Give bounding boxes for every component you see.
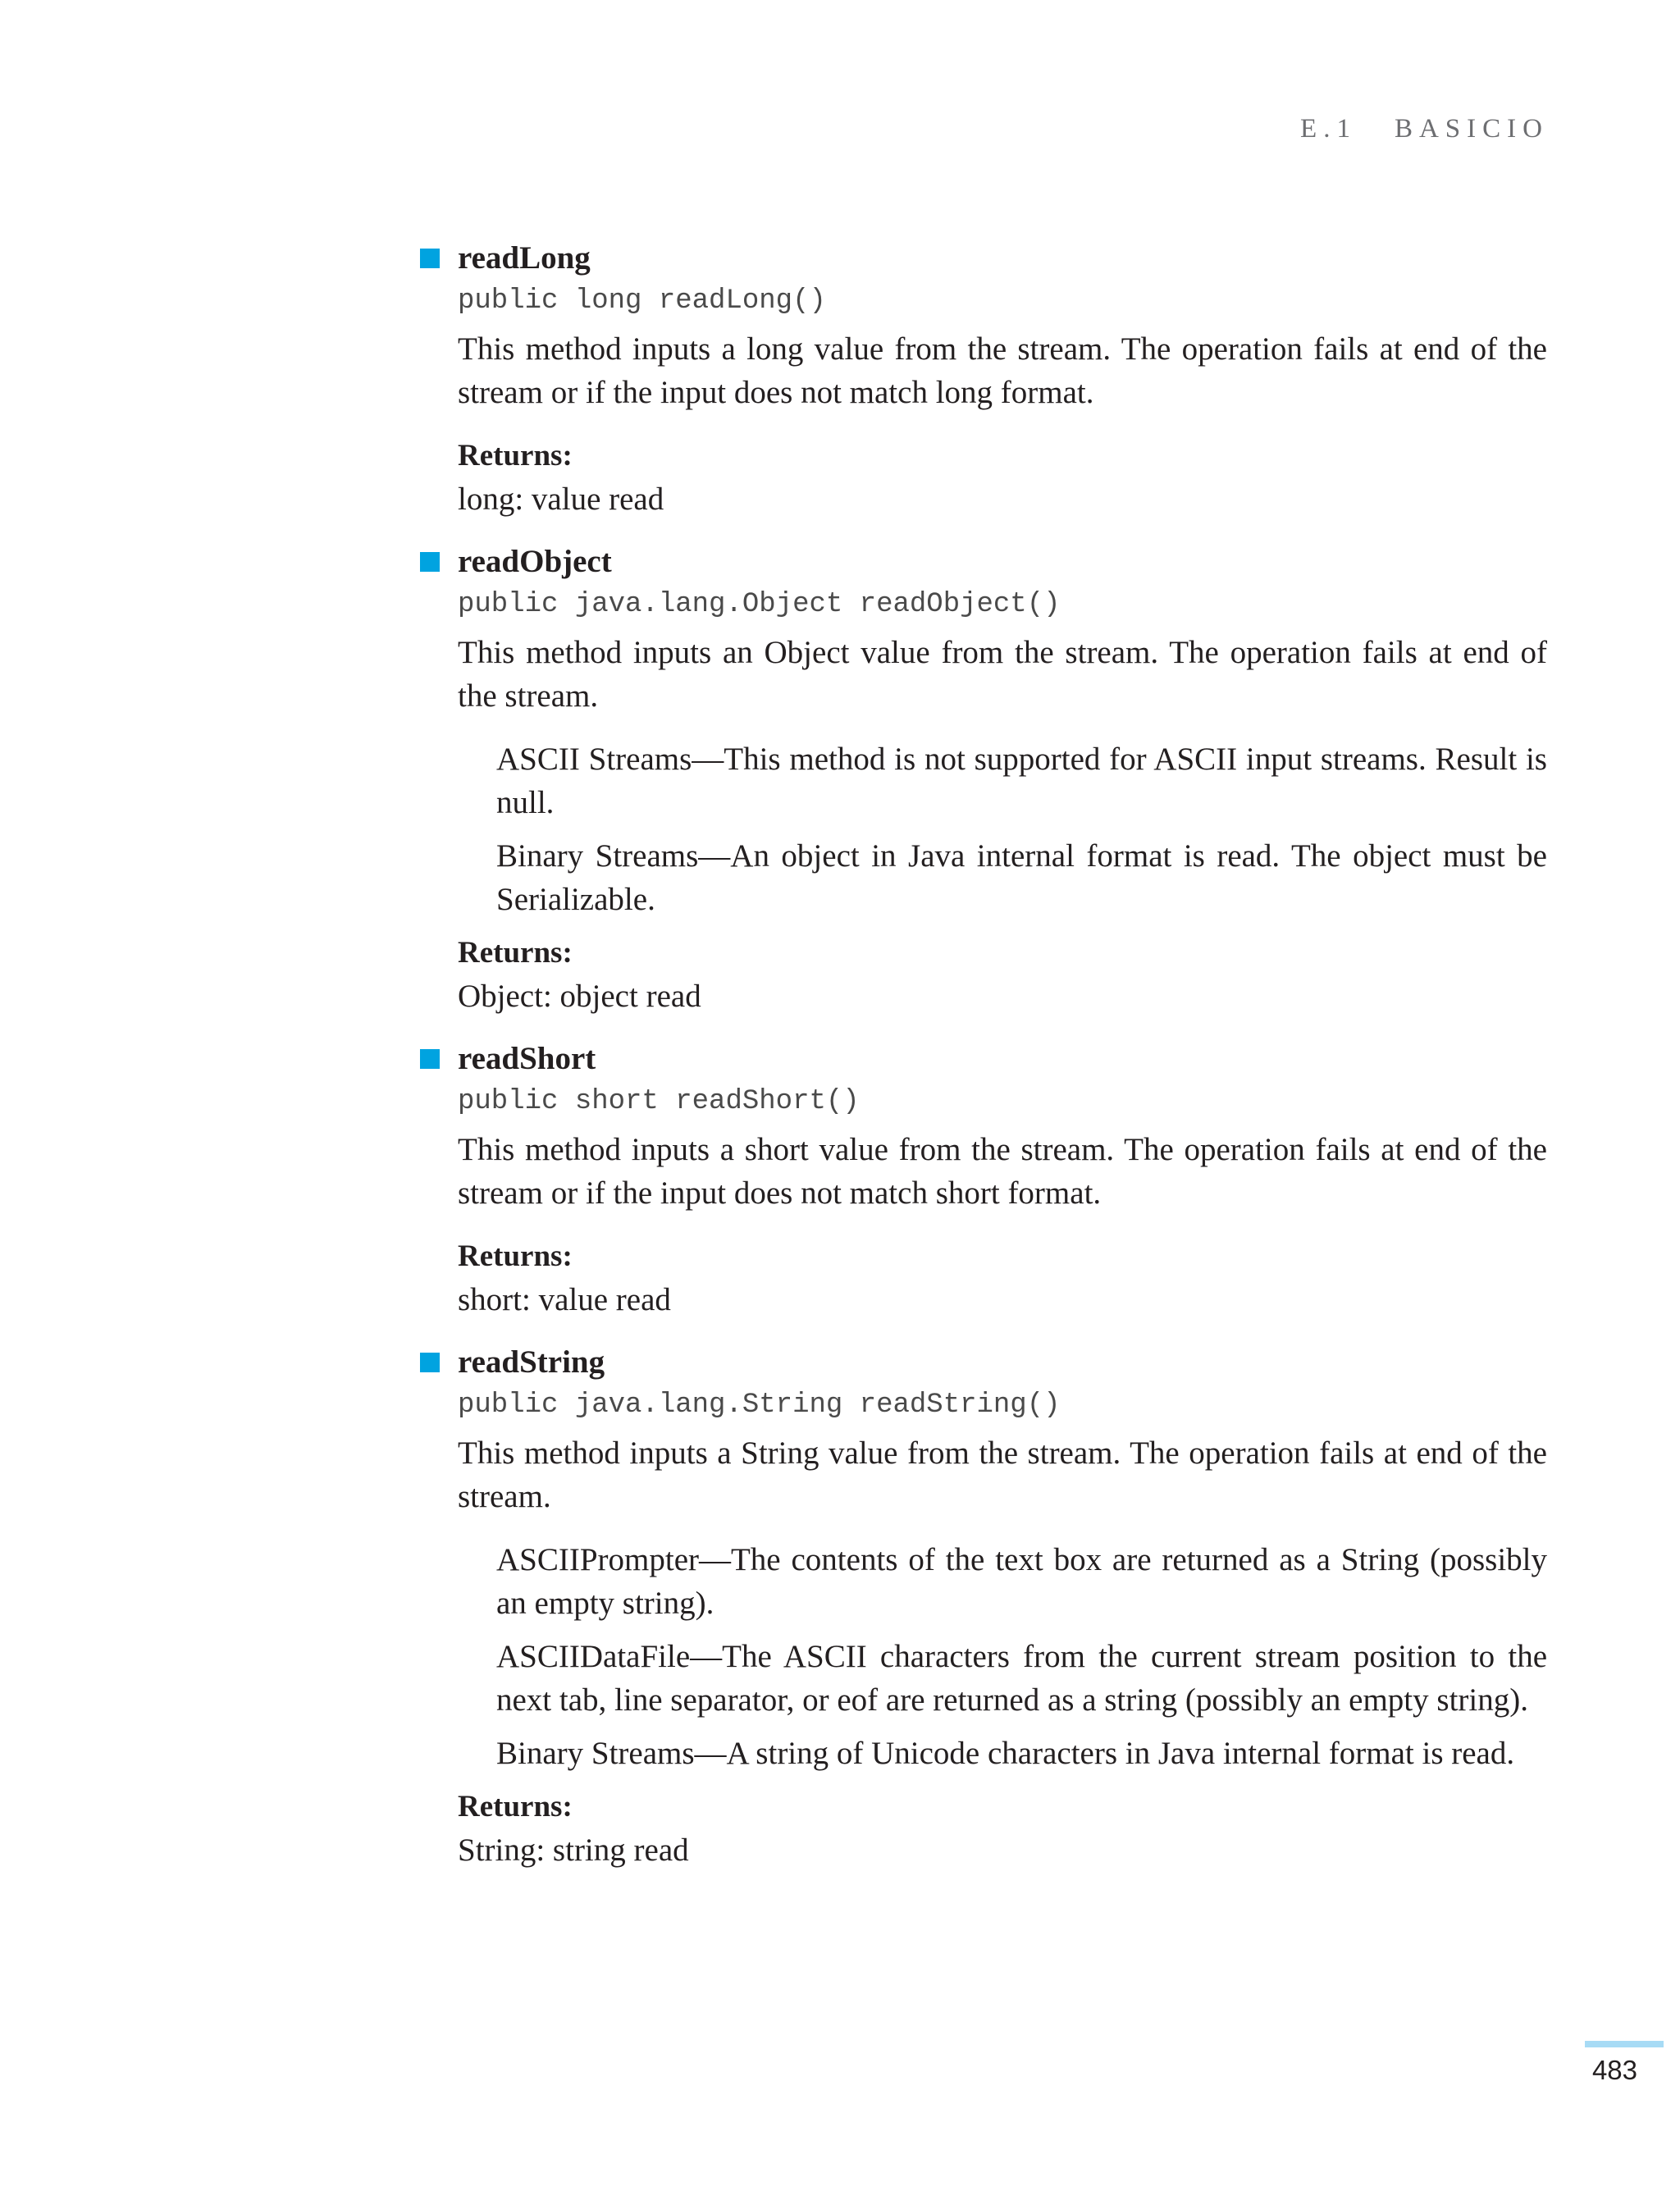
- method-signature: public long readLong(): [458, 285, 826, 317]
- method-name: readLong: [458, 240, 591, 276]
- returns-label: Returns:: [458, 1239, 573, 1273]
- method-signature: public java.lang.Object readObject(): [458, 589, 1061, 620]
- method-name: readString: [458, 1344, 605, 1380]
- running-head: [1300, 114, 1549, 144]
- section-title: BASICIO: [1394, 114, 1549, 144]
- method-entry-readstring: [458, 1340, 1547, 1872]
- returns-value: Object: object read: [458, 979, 701, 1014]
- method-name: readObject: [458, 544, 612, 579]
- stream-notes: [458, 1538, 1547, 1775]
- method-description: This method inputs an Object value from the stream. The operation fails at end of the stream.: [458, 635, 1547, 714]
- stream-note: Binary Streams—A string of Unicode characters in Java internal format is read.: [496, 1736, 1515, 1771]
- section-number: E.1: [1300, 114, 1357, 144]
- returns-value: long: value read: [458, 482, 664, 517]
- square-bullet-icon: [420, 249, 440, 268]
- stream-notes: [458, 737, 1547, 921]
- stream-note: Binary Streams—An object in Java internal format is read. The object must be Serializable.: [496, 838, 1547, 917]
- stream-note: ASCII Streams—This method is not supported for ASCII input streams. Result is null.: [496, 742, 1547, 820]
- square-bullet-icon: [420, 552, 440, 572]
- page-number: 483: [1591, 2055, 1637, 2085]
- method-description: This method inputs a String value from the stream. The operation fails at end of the stream.: [458, 1435, 1547, 1514]
- method-entry-readshort: [458, 1037, 1547, 1321]
- method-description: This method inputs a short value from the stream. The operation fails at end of the stream or if the input does not match short format.: [458, 1132, 1547, 1211]
- stream-note: ASCIIPrompter—The contents of the text box are returned as a String (possibly an empty string).: [496, 1542, 1547, 1621]
- returns-value: String: string read: [458, 1832, 689, 1868]
- method-description: This method inputs a long value from the stream. The operation fails at end of the stream or if the input does not match long format.: [458, 331, 1547, 410]
- method-signature: public java.lang.String readString(): [458, 1390, 1061, 1421]
- returns-label: Returns:: [458, 1790, 573, 1823]
- returns-value: short: value read: [458, 1282, 671, 1317]
- returns-label: Returns:: [458, 439, 573, 472]
- returns-label: Returns:: [458, 936, 573, 970]
- stream-note: ASCIIDataFile—The ASCII characters from the current stream position to the next tab, line separator, or eof are returned as a string (possibly an empty string).: [496, 1639, 1547, 1718]
- method-entry-readlong: [458, 236, 1547, 521]
- method-signature: public short readShort(): [458, 1086, 860, 1117]
- square-bullet-icon: [420, 1353, 440, 1372]
- page-content: [458, 236, 1547, 1872]
- method-name: readShort: [458, 1041, 596, 1076]
- folio-accent-bar: [1585, 2041, 1664, 2047]
- square-bullet-icon: [420, 1049, 440, 1069]
- method-entry-readobject: [458, 540, 1547, 1018]
